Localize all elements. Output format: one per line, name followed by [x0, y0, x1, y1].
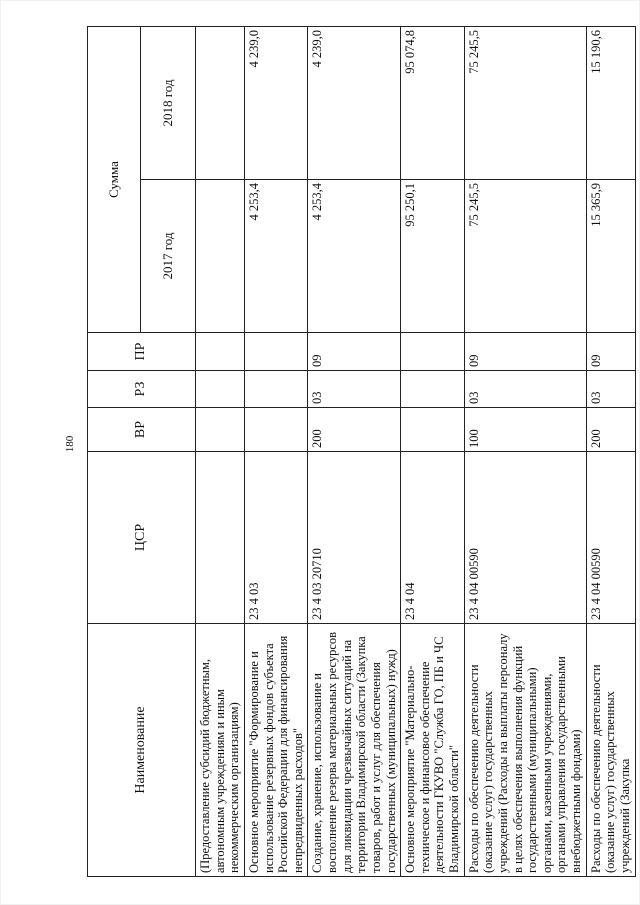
cell-2017: 75 245,5: [464, 180, 586, 333]
header-2018: 2018 год: [141, 27, 196, 180]
cell-name: Создание, хранение, использование и восполнение резерва материальных ресурсов для ликвидации чрезвычайных ситуаций на территории Владимирской области (Закупка товаров, работ и услуг для обеспечения государственных (муниципальных) нужд): [308, 624, 401, 877]
table-row: [308, 27, 401, 877]
table-row: [244, 27, 308, 877]
cell-name: Расходы по обеспечению деятельности (оказание услуг) государственных учреждений (Закупка: [586, 624, 635, 877]
table-row: [401, 27, 465, 877]
cell-rz: 03: [464, 371, 586, 408]
header-vr: ВР: [88, 408, 196, 452]
header-name: Наименование: [88, 624, 196, 877]
cell-vr: [196, 408, 245, 452]
page-number: 180: [64, 435, 76, 453]
cell-csr: 23 4 04 00590: [586, 452, 635, 624]
cell-pr: 09: [308, 333, 401, 371]
cell-2017: 4 253,4: [308, 180, 401, 333]
cell-pr: [401, 333, 465, 371]
cell-2018: 75 245,5: [464, 27, 586, 180]
cell-vr: [401, 408, 465, 452]
cell-csr: 23 4 04 00590: [464, 452, 586, 624]
cell-pr: [244, 333, 308, 371]
table-row: [196, 27, 245, 877]
header-rz: РЗ: [88, 371, 196, 408]
cell-csr: [196, 452, 245, 624]
cell-2017: [196, 180, 245, 333]
cell-csr: 23 4 03: [244, 452, 308, 624]
cell-2018: 4 239,0: [244, 27, 308, 180]
cell-pr: [196, 333, 245, 371]
cell-2017: 4 253,4: [244, 180, 308, 333]
cell-name: Основное мероприятие "Материально-техническое и финансовое обеспечение деятельности ГКУВО "Служба ГО, ПБ и ЧС Владимирской области": [401, 624, 465, 877]
cell-rz: [401, 371, 465, 408]
header-sum: Сумма: [88, 27, 141, 333]
cell-2018: 95 074,8: [401, 27, 465, 180]
cell-name: (Предоставление субсидий бюджетным, автономным учреждениям и иным некоммерческим организациям): [196, 624, 245, 877]
cell-rz: [244, 371, 308, 408]
budget-table: [87, 26, 636, 877]
cell-vr: 200: [308, 408, 401, 452]
cell-2017: 95 250,1: [401, 180, 465, 333]
cell-rz: [196, 371, 245, 408]
cell-vr: 100: [464, 408, 586, 452]
cell-csr: 23 4 04: [401, 452, 465, 624]
table-row: [464, 27, 586, 877]
rotated-page-content: [87, 27, 632, 877]
cell-rz: 03: [586, 371, 635, 408]
cell-2018: 4 239,0: [308, 27, 401, 180]
header-row-1: [88, 27, 141, 877]
cell-2017: 15 365,9: [586, 180, 635, 333]
cell-pr: 09: [464, 333, 586, 371]
cell-rz: 03: [308, 371, 401, 408]
cell-csr: 23 4 03 20710: [308, 452, 401, 624]
cell-vr: [244, 408, 308, 452]
cell-name: Расходы по обеспечению деятельности (оказание услуг) государственных учреждений (Расходы на выплаты персоналу в целях обеспечения выполнения функций государственными (муниципальными) органами, казенными учреждениями, органами управления государственными внебюджетными фондами): [464, 624, 586, 877]
header-pr: ПР: [88, 333, 196, 371]
cell-name: Основное мероприятие "Формирование и использование резервных фондов субъекта Российской Федерации для финансирования непредвиденных расходов": [244, 624, 308, 877]
cell-2018: [196, 27, 245, 180]
header-csr: ЦСР: [88, 452, 196, 624]
header-2017: 2017 год: [141, 180, 196, 333]
cell-pr: 09: [586, 333, 635, 371]
cell-vr: 200: [586, 408, 635, 452]
table-row: [586, 27, 635, 877]
cell-2018: 15 190,6: [586, 27, 635, 180]
